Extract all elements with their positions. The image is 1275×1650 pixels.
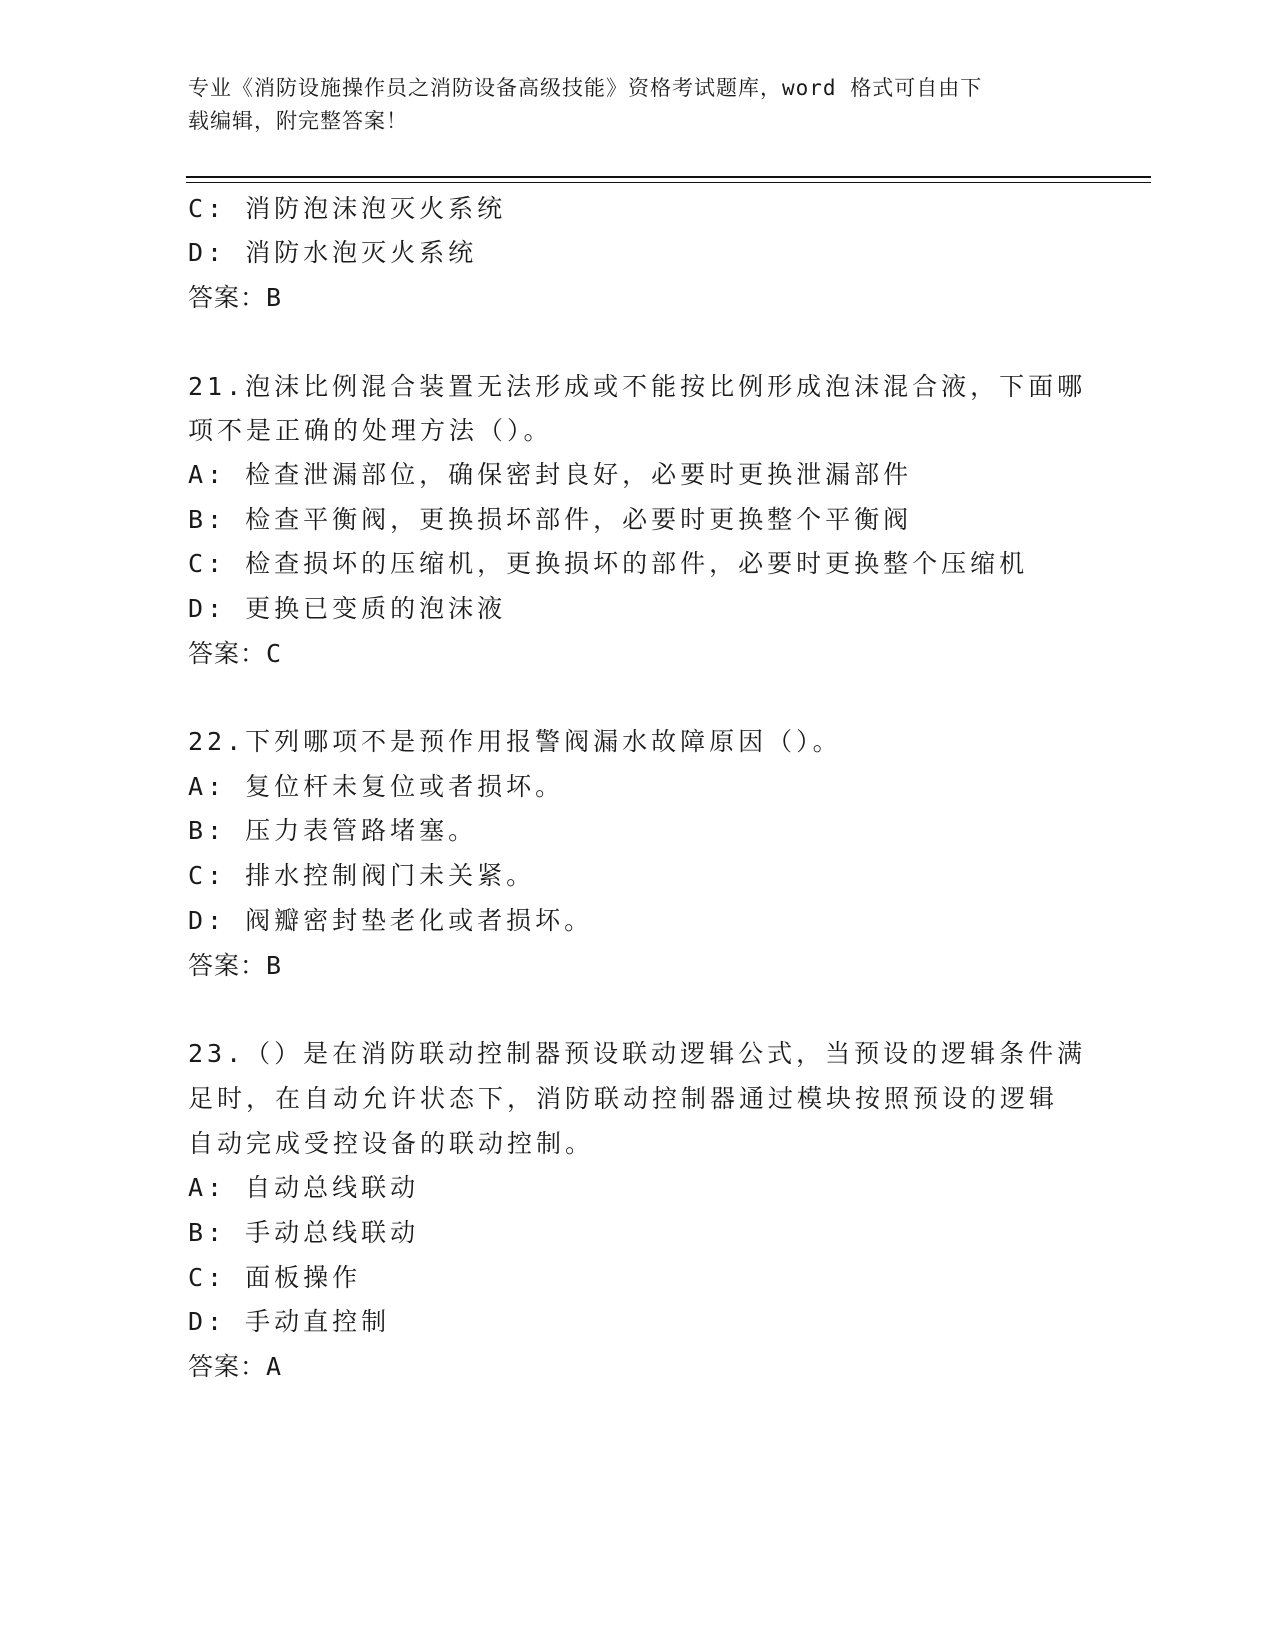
q21-option-a: A: 检查泄漏部位，确保密封良好，必要时更换泄漏部件 [188,460,913,489]
header-line-1: 专业《消防设施操作员之消防设备高级技能》资格考试题库，word 格式可自由下 [188,76,983,100]
q21-stem-line-1: 21.泡沫比例混合装置无法形成或不能按比例形成泡沫混合液，下面哪 [188,372,1087,401]
q22-stem-line-1: 22.下列哪项不是预作用报警阀漏水故障原因（）。 [188,727,842,756]
q22-answer: 答案：B [188,951,283,980]
header-rule-thick [186,176,1151,178]
q23-stem-line-3: 自动完成受控设备的联动控制。 [188,1129,595,1158]
header-rule-thin [186,182,1151,183]
q21-answer: 答案：C [188,639,283,668]
q22-option-d: D: 阀瓣密封垫老化或者损坏。 [188,906,594,935]
document-header [188,72,1088,138]
header-line-2: 载编辑，附完整答案！ [188,109,408,133]
q23-answer: 答案：A [188,1352,283,1381]
q20-option-c: C: 消防泡沫泡灭火系统 [188,194,507,223]
q23-option-a: A: 自动总线联动 [188,1173,420,1202]
q23-option-b: B: 手动总线联动 [188,1218,420,1247]
q23-stem-line-2: 足时，在自动允许状态下，消防联动控制器通过模块按照预设的逻辑 [188,1084,1059,1113]
q20-option-d: D: 消防水泡灭火系统 [188,238,478,267]
q22-option-a: A: 复位杆未复位或者损坏。 [188,772,565,801]
q21-stem-line-2: 项不是正确的处理方法（）。 [188,416,553,445]
q21-option-d: D: 更换已变质的泡沫液 [188,594,507,623]
q23-option-d: D: 手动直控制 [188,1307,391,1336]
q20-answer: 答案：B [188,283,283,312]
q21-option-c: C: 检查损坏的压缩机，更换损坏的部件，必要时更换整个压缩机 [188,549,1029,578]
q22-option-c: C: 排水控制阀门未关紧。 [188,861,536,890]
q21-option-b: B: 检查平衡阀，更换损坏部件，必要时更换整个平衡阀 [188,505,913,534]
q23-stem-line-1: 23.（）是在消防联动控制器预设联动逻辑公式，当预设的逻辑条件满 [188,1039,1087,1068]
q23-option-c: C: 面板操作 [188,1263,362,1292]
q22-option-b: B: 压力表管路堵塞。 [188,816,478,845]
